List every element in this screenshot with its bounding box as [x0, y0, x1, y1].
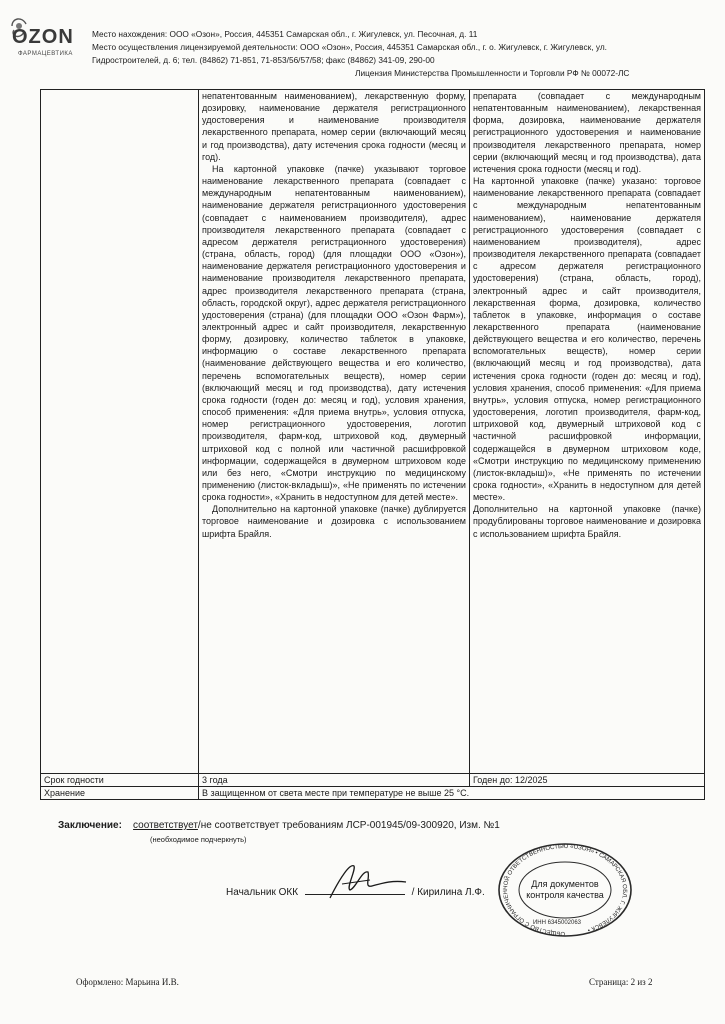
header-license-place-line: Место осуществления лицензируемой деятельности: ООО «Озон», Россия, 445351 Самарская обл., г. о. Жигулевск, г. Жигулевск, ул.: [92, 42, 607, 52]
logo-brand-text: OZON: [12, 26, 74, 48]
shelf-life-spec: 3 года: [199, 774, 470, 787]
storage-label: Хранение: [41, 787, 199, 800]
header-address-line: Место нахождения: ООО «Озон», Россия, 445351 Самарская обл., г. Жигулевск, ул. Песочная, д. 11: [92, 29, 478, 39]
table-row: [41, 90, 705, 774]
stamp-inn: ИНН 6345002063: [532, 920, 582, 926]
conclusion: [58, 820, 500, 831]
header-license-line: Лицензия Министерства Промышленности и Торговли РФ № 00072-ЛС: [355, 68, 630, 78]
shelf-life-result: Годен до: 12/2025: [469, 774, 704, 787]
stamp-center-line1: Для документов: [531, 879, 599, 889]
conclusion-selected-option: соответствует: [133, 820, 198, 831]
prepared-by: Оформлено: Марьина И.В.: [76, 977, 179, 987]
signer-role: Начальник ОКК: [226, 887, 299, 898]
handwritten-signature-icon: [320, 858, 410, 903]
quality-control-stamp-icon: [495, 842, 635, 942]
logo-sub-text: ФАРМАЦЕВТИКА: [18, 51, 73, 57]
header-phone-line: Гидростроителей, д. 6; тел. (84862) 71-851, 71-853/56/57/58; факс (84862) 341-09, 290-00: [92, 55, 435, 65]
conclusion-label: Заключение:: [58, 820, 122, 831]
conclusion-text: /не соответствует требованиям ЛСР-001945/09-300920, Изм. №1: [197, 820, 500, 831]
result-cell: [469, 90, 704, 774]
spec-paragraph: На картонной упаковке (пачке) указывают торговое наименование лекарственного препарата (совпадает с международным непатентованным наименованием), наименование держателя регистрационного удостоверения (совпадает с наименованием производителя), адрес производителя лекарственного препарата (совпадает с адресом держателя регистрационного удостоверения) (страна, область, город) (для площадки ООО «Озон»), наименование держателя регистрационного удостоверения и наименование производителя лекарственного препарата, адрес производителя лекарственного препарата (страна, область, городской округ), адрес держателя регистрационного удостоверения (страна) (для площадки ООО «Озон Фарм»), электронный адрес и сайт производителя, лекарственную форму, дозировку, количество таблеток в упаковке, информацию о составе лекарственного препарата (наименование действующего вещества и его количество, перечень вспомогательных веществ), номер серии (включающий месяц и год производства), дату истечения срока годности (годен до: месяц и год), условия хранения, способ применения: «Для приема внутрь», условия отпуска, номер регистрационного удостоверения, логотип производителя, фарм-код, штриховой код, двумерный штриховой код с полной или частичной расшифровкой информации, содержащейся в двумерном штриховом коде или без него, «Смотри инструкцию по медицинскому применению (листок-вкладыш)», «Не применять по истечении срока годности», «Хранить в недоступном для детей месте».: [202, 163, 466, 503]
page-number: Страница: 2 из 2: [589, 977, 653, 987]
spec-paragraph: непатентованным наименованием), лекарственную форму, дозировку, наименование держателя регистрационного удостоверения и наименование производителя лекарственного препарата, номер серии (включающий месяц и год производства), дату истечения срока годности (месяц и год).: [202, 91, 466, 162]
spec-paragraph: Дополнительно на картонной упаковке (пачке) дублируется торговое наименование и дозировка с использованием шрифта Брайля.: [202, 504, 466, 539]
spec-table: [40, 89, 705, 800]
stamp-center-line2: контроля качества: [526, 890, 604, 900]
shelf-life-label: Срок годности: [41, 774, 199, 787]
table-row: [41, 774, 705, 787]
signer-name: / Кирилина Л.Ф.: [411, 887, 485, 898]
table-row: [41, 787, 705, 800]
result-paragraph: препарата (совпадает с международным непатентованным наименованием), лекарственная форма, дозировка, наименование держателя регистрационного удостоверения и наименование производителя лекарственного препарата, номер серии (включающий месяц и год производства), дата истечения срока годности (месяц и год).: [472, 91, 701, 174]
stamp-ring-text: ОБЩЕСТВО С ОГРАНИЧЕННОЙ ОТВЕТСТВЕННОСТЬЮ «ОЗОН» • САМАРСКАЯ ОБЛ. Г. ЖИГУЛЕВСК •: [502, 843, 628, 937]
conclusion-note: (необходимое подчеркнуть): [150, 835, 247, 844]
result-paragraph: Дополнительно на картонной упаковке (пачке) продублированы торговое наименование и дозировка с использованием шрифта Брайля.: [472, 504, 701, 539]
storage-value: В защищенном от света месте при температуре не выше 25 °С.: [199, 787, 705, 800]
parameter-cell: [41, 90, 199, 774]
spec-cell: [199, 90, 470, 774]
result-paragraph: На картонной упаковке (пачке) указано: торговое наименование лекарственного препарата (совпадает с международным непатентованным наименованием), наименование держателя регистрационного удостоверения (совпадает с наименованием производителя), адрес производителя лекарственного препарата (совпадает с адресом держателя регистрационного удостоверения) (страна, область, город), электронный адрес и сайт производителя, лекарственная форма, дозировка, количество таблеток в упаковке, информация о составе лекарственного препарата (наименование действующего вещества и его количество, перечень вспомогательных веществ), номер серии (включающий месяц и год производства), дата истечения срока годности (годен до: месяц и год), условия хранения, способ применения: «Для приема внутрь», условия отпуска, номер регистрационного удостоверения, логотип производителя, фарм-код, штриховой код, двумерный штриховой код с частичной расшифровкой информации, содержащейся в двумерном штриховом коде, «Смотри инструкцию по медицинскому применению (листок-вкладыш)», «Не применять по истечении срока годности», «Хранить в недоступном для детей месте».: [472, 176, 701, 503]
